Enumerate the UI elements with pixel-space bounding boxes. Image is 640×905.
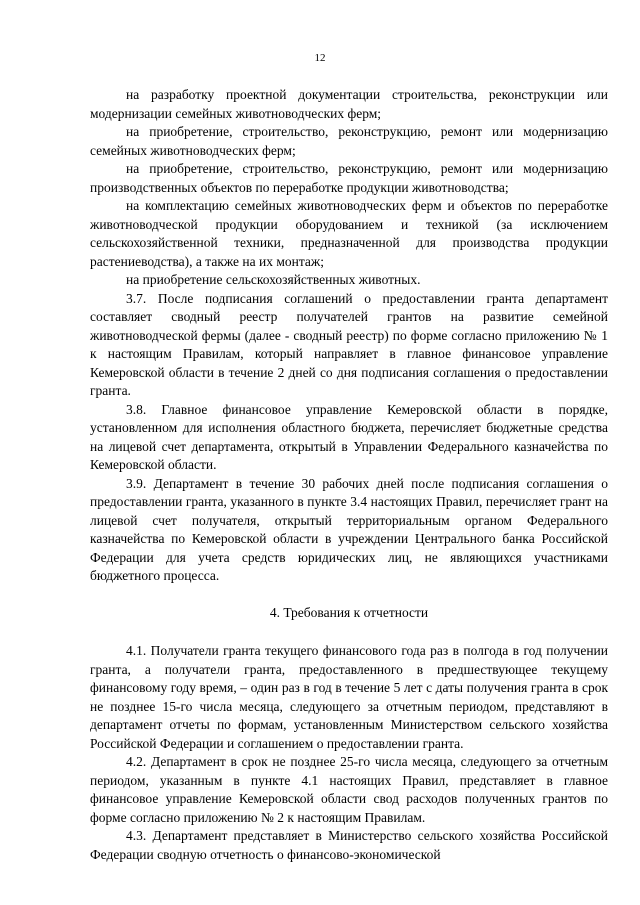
paragraph-4-1: 4.1. Получатели гранта текущего финансового года раз в полгода в год получении гранта, а получатели гранта, предоставленного в предшествующее текущему финансовому году время, – один раз в год в течение 5 лет с даты получения гранта в срок не позднее 15-го числа месяца, следующего за отчетным периодом, представляют в департамент отчеты по формам, установленным Министерством сельского хозяйства Российской Федерации и соглашением о предоставлении гранта.: [90, 643, 608, 751]
paragraph-4-3: 4.3. Департамент представляет в Министерство сельского хозяйства Российской Федерации сводную отчетность о финансово-экономической: [90, 828, 608, 862]
paragraph: на приобретение, строительство, реконструкцию, ремонт или модернизацию производственных объектов по переработке продукции животноводства;: [90, 161, 608, 195]
document-body: [90, 86, 608, 864]
paragraph: на комплектацию семейных животноводческих ферм и объектов по переработке животноводческой продукции оборудованием и техникой (за исключением сельскохозяйственной техники, предназначенной для производства продукции растениеводства), а также на их монтаж;: [90, 198, 608, 269]
paragraph: на приобретение, строительство, реконструкцию, ремонт или модернизацию семейных животноводческих ферм;: [90, 124, 608, 158]
paragraph-4-2: 4.2. Департамент в срок не позднее 25-го числа месяца, следующего за отчетным периодом, указанным в пункте 4.1 настоящих Правил, представляет в главное финансовое управление Кемеровской области свод расходов полученных грантов по форме согласно приложению № 2 к настоящим Правилам.: [90, 754, 608, 825]
paragraph-3-7: 3.7. После подписания соглашений о предоставлении гранта департамент составляет сводный реестр получателей грантов на развитие семейной животноводческой фермы (далее - сводный реестр) по форме согласно приложению № 1 к настоящим Правилам, который направляет в главное финансовое управление Кемеровской области в течение 2 дней со дня подписания соглашения о предоставлении гранта.: [90, 290, 608, 398]
paragraph-3-8: 3.8. Главное финансовое управление Кемеровской области в порядке, установленном для исполнения областного бюджета, перечисляет бюджетные средства на лицевой счет департамента, открытый в Управлении Федерального казначейства по Кемеровской области.: [90, 401, 608, 472]
paragraph-3-9: 3.9. Департамент в течение 30 рабочих дней после подписания соглашения о предоставлении гранта, указанного в пункте 3.4 настоящих Правил, перечисляет грант на лицевой счет получателя, открытый территориальным органом Федерального казначейства по Кемеровской области в учреждении Центрального банка Российской Федерации для учета средств юридических лиц, не являющихся участниками бюджетного процесса.: [90, 475, 608, 583]
paragraph: на приобретение сельскохозяйственных животных.: [126, 272, 421, 287]
section-heading: 4. Требования к отчетности: [269, 604, 429, 620]
page-number: 12: [314, 52, 326, 64]
paragraph: на разработку проектной документации строительства, реконструкции или модернизации семейных животноводческих ферм;: [90, 87, 608, 121]
